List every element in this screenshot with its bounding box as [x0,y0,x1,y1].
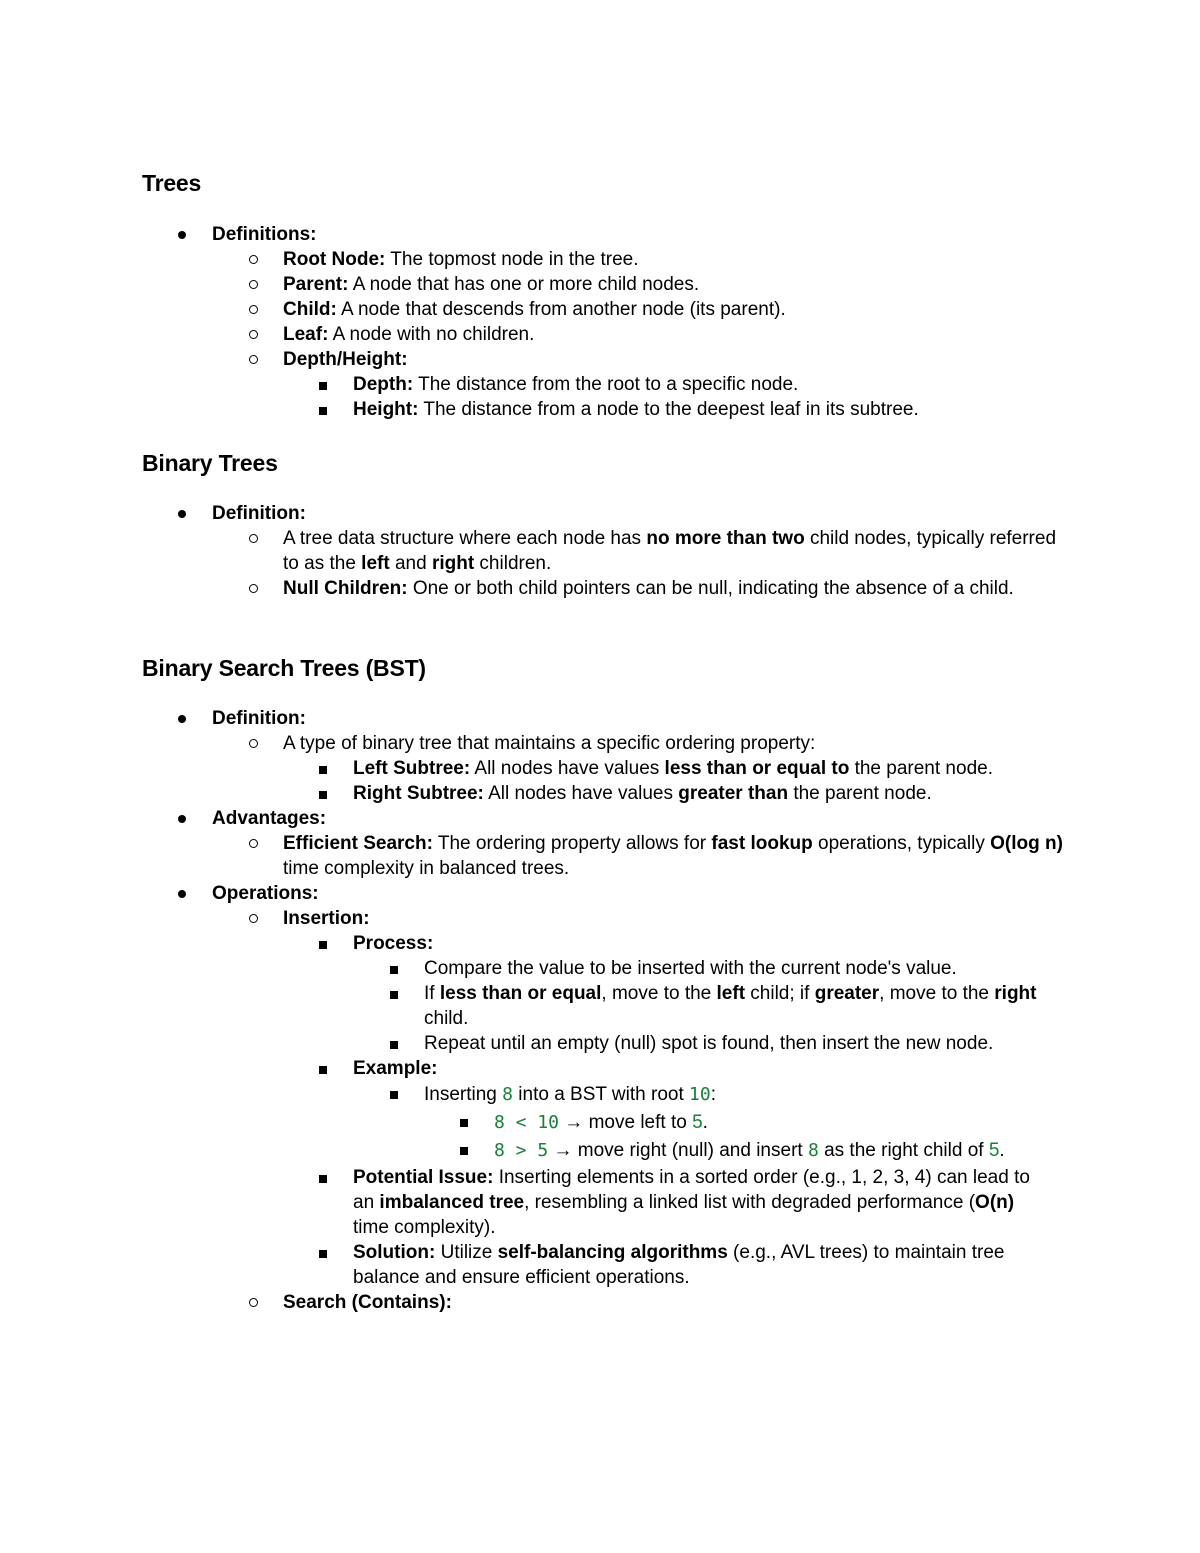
list-item: If less than or equal, move to the left child; if greater, move to the right child. [424,981,1044,1031]
circle-bullet-icon [249,355,258,364]
list-item: Null Children: One or both child pointers can be null, indicating the absence of a child. [283,576,1073,601]
square-bullet-icon [319,1250,327,1258]
circle-bullet-icon [249,255,258,264]
list-item: Process: [353,931,1073,956]
list-item: Depth/Height: [283,347,919,372]
list-item: Potential Issue: Inserting elements in a sorted order (e.g., 1, 2, 3, 4) can lead to an imbalanced tree, resembling a linked list with degraded performance (O(n) time complexity). [353,1165,1053,1240]
list-item: Parent: A node that has one or more child nodes. [283,272,919,297]
list-item: Solution: Utilize self-balancing algorithms (e.g., AVL trees) to maintain tree balance and ensure efficient operations. [353,1240,1053,1290]
list-item: Operations: [212,881,1073,906]
square-bullet-icon [390,1041,398,1049]
list-item: A type of binary tree that maintains a specific ordering property: [283,731,1073,756]
list-item: Right Subtree: All nodes have values greater than the parent node. [353,781,1073,806]
circle-bullet-icon [249,839,258,848]
section-heading-bst: Binary Search Trees (BST) [142,655,426,681]
list-item: Root Node: The topmost node in the tree. [283,247,919,272]
list-item: 8 > 5 → move right (null) and insert 8 as the right child of 5. [494,1137,1034,1165]
circle-bullet-icon [249,330,258,339]
disc-bullet-icon [178,231,186,239]
square-bullet-icon [319,407,327,415]
circle-bullet-icon [249,914,258,923]
list-item: Left Subtree: All nodes have values less than or equal to the parent node. [353,756,1053,781]
list-item: Depth: The distance from the root to a specific node. [353,372,919,397]
list-item: Definitions: [212,222,919,247]
square-bullet-icon [319,1066,327,1074]
list-item: Child: A node that descends from another node (its parent). [283,297,919,322]
circle-bullet-icon [249,584,258,593]
list-item: A tree data structure where each node has no more than two child nodes, typically referred to as the left and right children. [283,526,1073,576]
list-item: Definition: [212,706,1073,731]
list-item: 8 < 10 → move left to 5. [494,1109,1073,1137]
list-item: Leaf: A node with no children. [283,322,919,347]
square-bullet-icon [460,1119,468,1127]
circle-bullet-icon [249,739,258,748]
disc-bullet-icon [178,715,186,723]
square-bullet-icon [390,966,398,974]
list-item: Compare the value to be inserted with the current node's value. [424,956,1073,981]
square-bullet-icon [390,1091,398,1099]
binary-trees-list [0,501,1073,601]
square-bullet-icon [319,382,327,390]
square-bullet-icon [319,1175,327,1183]
list-item: Height: The distance from a node to the deepest leaf in its subtree. [353,397,919,422]
disc-bullet-icon [178,510,186,518]
disc-bullet-icon [178,815,186,823]
circle-bullet-icon [249,280,258,289]
square-bullet-icon [319,941,327,949]
square-bullet-icon [390,991,398,999]
bst-list [0,706,1073,1315]
list-item: Example: [353,1056,1073,1081]
disc-bullet-icon [178,890,186,898]
list-item: Definition: [212,501,1073,526]
section-heading-trees: Trees [142,170,202,196]
square-bullet-icon [319,791,327,799]
list-item: Efficient Search: The ordering property allows for fast lookup operations, typically O(log n) time complexity in balanced trees. [283,831,1073,881]
circle-bullet-icon [249,1298,258,1307]
circle-bullet-icon [249,534,258,543]
square-bullet-icon [319,766,327,774]
section-heading-binary-trees: Binary Trees [142,450,278,476]
circle-bullet-icon [249,305,258,314]
trees-list [0,222,919,422]
list-item: Repeat until an empty (null) spot is found, then insert the new node. [424,1031,1044,1056]
list-item: Advantages: [212,806,1073,831]
list-item: Insertion: [283,906,1073,931]
list-item: Search (Contains): [283,1290,1073,1315]
square-bullet-icon [460,1147,468,1155]
list-item: Inserting 8 into a BST with root 10: [424,1081,1073,1109]
